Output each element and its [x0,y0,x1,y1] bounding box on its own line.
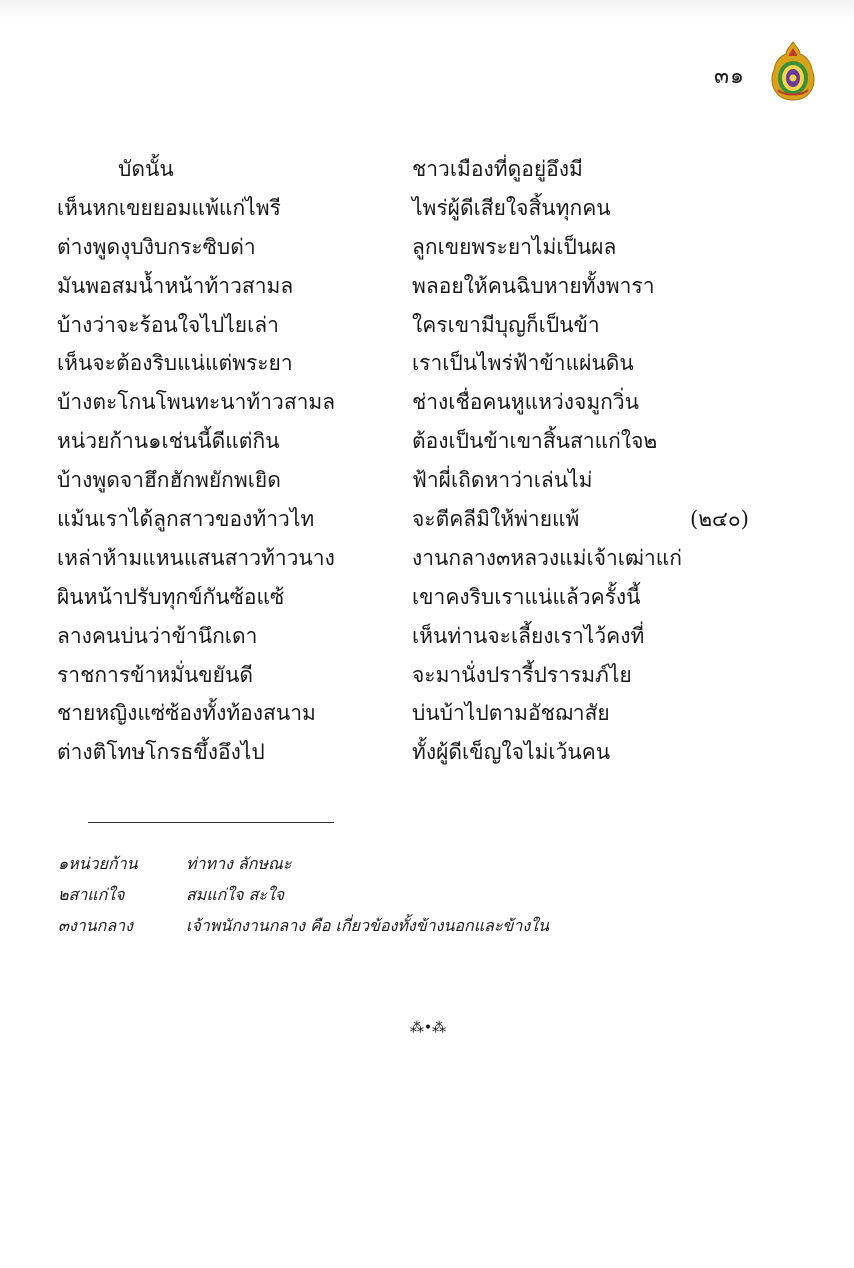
verse-second-half: ใครเขามีบุญก็เป็นข้า [412,312,600,337]
verse-line [0,539,854,578]
verse-first-half: บ้างตะโกนโพนทะนาท้าวสามล [57,390,336,415]
verse-line [0,228,854,267]
verse-line-number: (๒๔๐) [690,507,749,532]
verse-first-half: ต่างติโทษโกรธขึ้งอึงไป [57,740,265,765]
verse-first-half: ราชการข้าหมั่นขยันดี [57,662,253,687]
footnote-definition: เจ้าพนักงานกลาง คือ เกี่ยวข้องทั้งข้างนอกและข้างใน [186,916,549,935]
footnote-definition: ท่าทาง ลักษณะ [186,854,292,873]
verse-first-half: เหล่าห้ามแหนแสนสาวท้าวนาง [57,545,335,570]
footnote-item [0,848,854,879]
verse-first-half: เห็นจะต้องริบแน่แต่พระยา [57,351,293,376]
verse-second-half: ลูกเขยพระยาไม่เป็นผล [412,234,617,259]
verse-line [0,267,854,306]
verse-first-half: ต่างพูดงุบงิบกระซิบด่า [57,234,256,259]
verse-line [0,189,854,228]
verse-line [0,578,854,617]
verse-second-half: เราเป็นไพร่ฟ้าข้าแผ่นดิน [412,351,634,376]
verse-line [0,656,854,695]
verse-second-half: พลอยให้คนฉิบหายทั้งพารา [412,273,655,298]
verse-first-half: ลางคนบ่นว่าข้านึกเดา [57,623,258,648]
end-ornament: ⁂•⁂ [409,1020,447,1036]
emblem-icon [770,40,816,102]
verse-second-half: ฟ้าผี่เถิดหาว่าเล่นไม่ [412,468,593,493]
verse-line [0,500,854,539]
verse-second-half: เห็นท่านจะเลี้ยงเราไว้คงที่ [412,623,645,648]
verse-second-half: จะมานั่งปรารี้ปรารมภ์ไย [412,662,632,687]
verse-first-half: บ้างว่าจะร้อนใจไปไยเล่า [57,312,279,337]
verse-second-half: ทั้งผู้ดีเข็ญใจไม่เว้นคน [412,740,611,765]
verse-line [0,617,854,656]
footnotes [0,848,854,941]
verse-block [0,150,854,772]
verse-second-half: จะตีคลีมิให้พ่ายแพ้ [412,507,580,532]
footnote-term: ๑หน่วยก้าน [58,854,138,873]
verse-line [0,461,854,500]
verse-line [0,383,854,422]
verse-first-half: เห็นหกเขยยอมแพ้แก่ไพรี [57,195,281,220]
verse-first-half: บ้างพูดจาฮึกฮักพยักพเยิด [57,468,281,493]
verse-second-half: ต้องเป็นข้าเขาสิ้นสาแก่ใจ๒ [412,429,658,454]
verse-first-half: แม้นเราได้ลูกสาวของท้าวไท [57,507,315,532]
verse-line [0,150,854,189]
verse-second-half: งานกลาง๓หลวงแม่เจ้าเฒ่าแก่ [412,545,682,570]
verse-line [0,694,854,733]
footnote-term: ๓งานกลาง [58,916,133,935]
verse-second-half: เขาคงริบเราแน่แล้วครั้งนี้ [412,584,641,609]
footnote-term: ๒สาแก่ใจ [58,885,125,904]
footnote-definition: สมแก่ใจ สะใจ [186,885,285,904]
verse-line [0,422,854,461]
verse-first-half: หน่วยก้าน๑เช่นนี้ดีแต่กิน [57,429,280,454]
verse-first-half: ชายหญิงแซ่ซ้องทั้งท้องสนาม [57,701,316,726]
verse-line [0,344,854,383]
page-number: ๓๑ [714,64,746,89]
footnote-item [0,910,854,941]
verse-second-half: บ่นบ้าไปตามอัชฌาสัย [412,701,610,726]
verse-second-half: ชาวเมืองที่ดูอยู่อึงมี [412,157,583,181]
verse-first-half: ผินหน้าปรับทุกข์กันซ้อแซ้ [57,584,285,609]
footnote-item [0,879,854,910]
verse-line [0,306,854,345]
top-edge-shade [0,0,854,20]
verse-second-half: ช่างเชื่อคนหูแหว่งจมูกวิ่น [412,390,640,415]
footnote-divider [88,822,334,823]
verse-second-half: ไพร่ผู้ดีเสียใจสิ้นทุกคน [412,195,611,220]
verse-first-half: มันพอสมน้ำหน้าท้าวสามล [57,273,294,298]
verse-first-half: บัดนั้น [118,157,174,181]
verse-line [0,733,854,772]
